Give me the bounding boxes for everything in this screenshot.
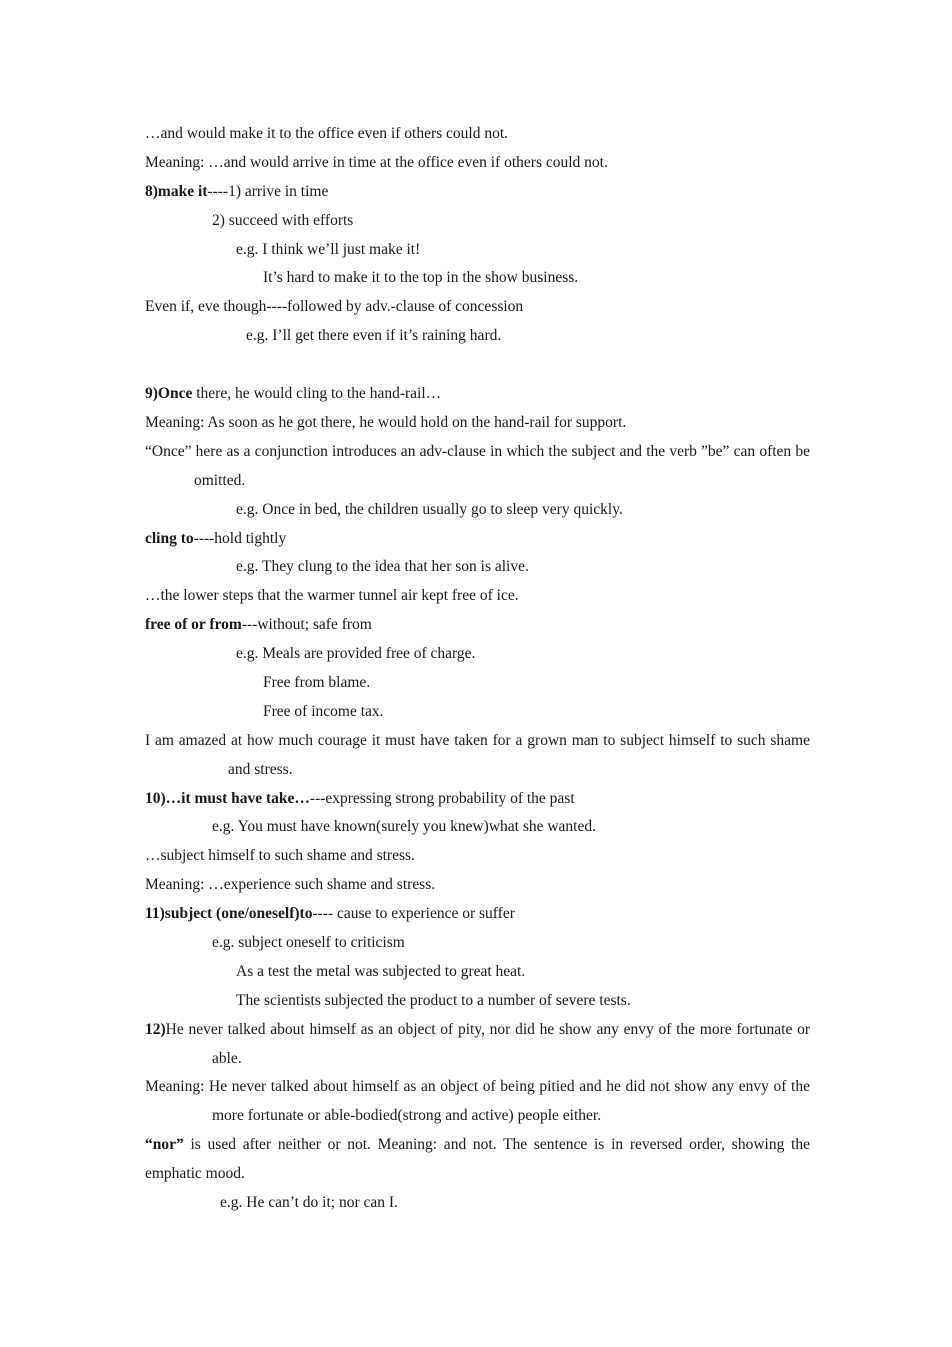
term: cling to <box>145 529 194 547</box>
term-definition: ---without; safe from <box>241 616 372 634</box>
term: free of or from <box>145 616 242 634</box>
heading-12-nor <box>145 1016 810 1074</box>
quote-amazed: I am amazed at how much courage it must have taken for a grown man to subject himself to such shame and stress. <box>145 731 810 778</box>
example-line: e.g. Meals are provided free of charge. <box>236 645 476 663</box>
heading-term: 11)subject (one/oneself)to <box>145 905 313 923</box>
example-line: e.g. You must have known(surely you knew)what she wanted. <box>212 818 596 836</box>
quote-subject-himself: …subject himself to such shame and stress. <box>145 847 415 865</box>
meaning-make-it: Meaning: …and would arrive in time at the office even if others could not. <box>145 153 608 171</box>
heading-term: 9)Once <box>145 385 193 403</box>
meaning-subject: Meaning: …experience such shame and stress. <box>145 876 436 894</box>
heading-term: 10)…it must have take… <box>145 789 310 807</box>
example-line: It’s hard to make it to the top in the show business. <box>263 269 579 287</box>
heading-term: 12) <box>145 1020 166 1038</box>
note-once: “Once” here as a conjunction introduces an adv-clause in which the subject and the verb ”be” can often be omitted. <box>145 442 810 489</box>
example-line: e.g. They clung to the idea that her son is alive. <box>236 558 529 576</box>
document-body <box>145 120 810 1218</box>
example-line: e.g. I think we’ll just make it! <box>236 240 421 258</box>
heading-term: 8)make it <box>145 182 208 200</box>
example-line: e.g. I’ll get there even if it’s raining hard. <box>246 327 502 345</box>
example-line: Free of income tax. <box>263 702 384 720</box>
meaning-nor: Meaning: He never talked about himself as an object of being pitied and he did not show any envy of the more fortunate or able-bodied(strong and active) people either. <box>145 1078 810 1125</box>
definition-item: 2) succeed with efforts <box>212 211 354 229</box>
example-line: As a test the metal was subjected to great heat. <box>236 962 526 980</box>
heading-definition: ----1) arrive in time <box>207 182 329 200</box>
meaning-once: Meaning: As soon as he got there, he would hold on the hand-rail for support. <box>145 413 627 431</box>
term-definition: ----hold tightly <box>193 529 287 547</box>
example-line: e.g. Once in bed, the children usually go to sleep very quickly. <box>236 500 623 518</box>
heading-8-make-it <box>145 178 810 207</box>
heading-11-subject <box>145 900 810 929</box>
term-cling-to <box>145 525 810 554</box>
heading-10-must-have <box>145 785 810 814</box>
term: “nor” <box>145 1136 184 1154</box>
note-nor <box>145 1131 810 1189</box>
heading-definition: ---- cause to experience or suffer <box>312 905 515 923</box>
term-free-of <box>145 611 810 640</box>
heading-definition: ---expressing strong probability of the past <box>309 789 575 807</box>
example-line: e.g. He can’t do it; nor can I. <box>220 1194 398 1212</box>
spacer <box>145 351 810 380</box>
note-even-if: Even if, eve though----followed by adv.-clause of concession <box>145 298 524 316</box>
heading-9-once <box>145 380 810 409</box>
note-text: is used after neither or not. Meaning: and not. The sentence is in reversed order, showing the emphatic mood. <box>145 1136 810 1183</box>
example-line: The scientists subjected the product to a number of severe tests. <box>236 991 631 1009</box>
example-line: Free from blame. <box>263 673 371 691</box>
example-line: e.g. subject oneself to criticism <box>212 934 405 951</box>
heading-text: there, he would cling to the hand-rail… <box>192 385 442 403</box>
quote-free-of-ice: …the lower steps that the warmer tunnel air kept free of ice. <box>145 587 519 605</box>
heading-text: He never talked about himself as an object of pity, nor did he show any envy of the more fortunate or able. <box>165 1020 810 1067</box>
quote-make-it: …and would make it to the office even if others could not. <box>145 125 509 142</box>
